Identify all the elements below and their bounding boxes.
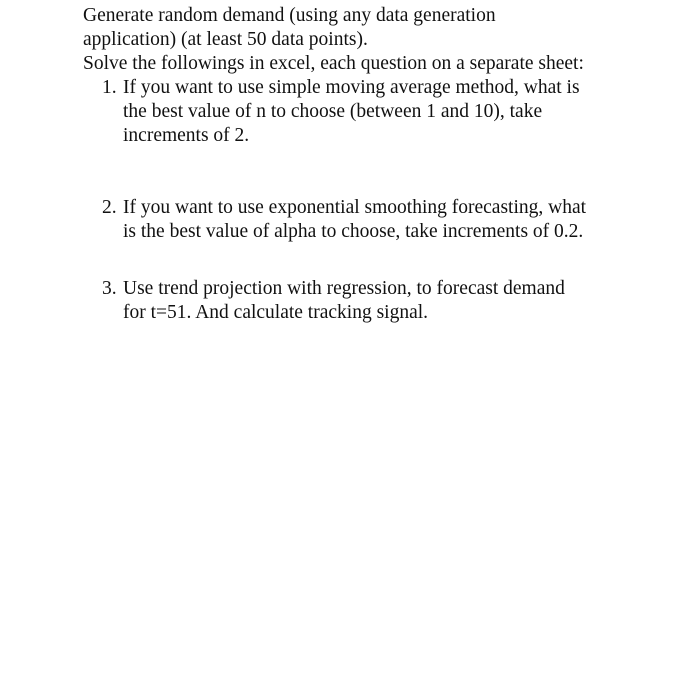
assignment-document: [83, 4, 693, 325]
question-line: for t=51. And calculate tracking signal.: [123, 302, 429, 323]
question-number: 3.: [102, 278, 117, 299]
question-line: If you want to use simple moving average method, what is: [123, 77, 580, 98]
intro-line: Solve the followings in excel, each question on a separate sheet:: [83, 53, 584, 74]
question-line: is the best value of alpha to choose, take increments of 0.2.: [123, 221, 584, 242]
question-list: [83, 76, 693, 325]
intro-line: application) (at least 50 data points).: [83, 29, 368, 50]
question-line: If you want to use exponential smoothing forecasting, what: [123, 197, 587, 218]
question-line: increments of 2.: [123, 125, 250, 146]
question-1: [83, 76, 693, 148]
question-3: [83, 277, 693, 325]
question-line: the best value of n to choose (between 1 and 10), take: [123, 101, 543, 122]
question-line: Use trend projection with regression, to forecast demand: [123, 278, 565, 299]
question-number: 2.: [102, 197, 117, 218]
intro-paragraph: [83, 4, 693, 76]
question-2: [83, 196, 693, 244]
intro-line: Generate random demand (using any data generation: [83, 5, 496, 26]
question-number: 1.: [102, 77, 117, 98]
